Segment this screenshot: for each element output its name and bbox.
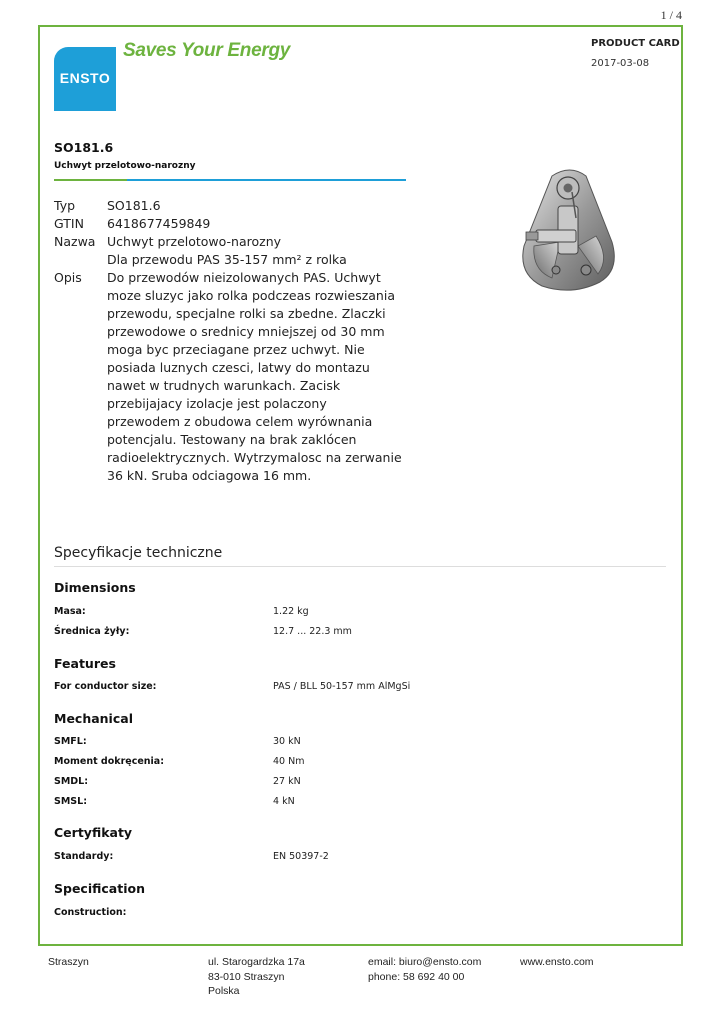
info-value: 6418677459849 xyxy=(107,216,211,231)
ensto-logo xyxy=(54,47,116,111)
info-label: Nazwa xyxy=(54,234,96,249)
group-certificates: Certyfikaty xyxy=(54,825,133,840)
info-label: GTIN xyxy=(54,216,84,231)
spec-key: For conductor size: xyxy=(54,681,157,692)
group-mechanical: Mechanical xyxy=(54,711,133,726)
info-row-name-extra xyxy=(54,251,403,269)
address-line: 83-010 Straszyn xyxy=(208,970,285,983)
spec-value: EN 50397-2 xyxy=(273,851,329,862)
product-card-label: PRODUCT CARD xyxy=(591,38,680,49)
spec-key: Construction: xyxy=(54,907,127,918)
info-value: Dla przewodu PAS 35-157 mm² z rolka xyxy=(107,252,347,267)
spec-value: 40 Nm xyxy=(273,756,305,767)
footer-address xyxy=(208,955,305,999)
group-dimensions: Dimensions xyxy=(54,580,136,595)
info-value: SO181.6 xyxy=(107,198,161,213)
address-line: Polska xyxy=(208,985,240,997)
specs-title: Specyfikacje techniczne xyxy=(54,545,223,561)
spec-key: Moment dokręcenia: xyxy=(54,756,165,767)
spec-value: 27 kN xyxy=(273,776,301,787)
product-code-title: SO181.6 xyxy=(54,140,114,155)
spec-value: 30 kN xyxy=(273,736,301,747)
spec-value: 1.22 kg xyxy=(273,606,309,617)
specs-divider xyxy=(54,566,666,567)
card-date: 2017-03-08 xyxy=(591,58,650,69)
product-image xyxy=(512,162,622,300)
spec-key: SMDL: xyxy=(54,776,89,787)
info-row-name xyxy=(54,233,403,251)
footer-contact xyxy=(368,955,481,984)
spec-key: Masa: xyxy=(54,606,86,617)
page-indicator: 1 / 4 xyxy=(660,8,682,22)
info-row-description xyxy=(54,269,403,485)
info-value: Uchwyt przelotowo-narozny xyxy=(107,234,282,249)
info-label: Opis xyxy=(54,270,82,285)
footer-city: Straszyn xyxy=(48,956,89,968)
info-row-type xyxy=(54,197,403,215)
info-value: Do przewodów nieizolowanych PAS. Uchwyt moze sluzyc jako rolka podczeas rozwieszania przewodu, specjalne rolki sa zbedne. Zlaczki przewodowe o srednicy mniejszej od 30 mm moga byc przeciagane przez uchwyt. Nie posiada luznych czesci, latwy do montazu nawet w trudnych warunkach. Zacisk przebijajacy izolacje jest polaczony przewodem z obudowa celem wyrównania potencjalu. Testowany na brak zaklócen radioelektrycznych. Wytrzymalosc na zerwanie 36 kN. Sruba odciagowa 16 mm. xyxy=(107,270,402,483)
group-specification: Specification xyxy=(54,881,145,896)
group-features: Features xyxy=(54,656,116,671)
spec-key: SMFL: xyxy=(54,736,87,747)
spec-value: PAS / BLL 50-157 mm AlMgSi xyxy=(273,681,411,692)
footer-phone: phone: 58 692 40 00 xyxy=(368,970,465,983)
spec-value: 12.7 ... 22.3 mm xyxy=(273,626,352,637)
slogan: Saves Your Energy xyxy=(123,40,291,61)
product-info xyxy=(54,197,403,485)
info-label: Typ xyxy=(54,198,76,213)
footer-web: www.ensto.com xyxy=(520,956,594,968)
address-line: ul. Starogardzka 17a xyxy=(208,956,305,968)
spec-value: 4 kN xyxy=(273,796,295,807)
footer-email: email: biuro@ensto.com xyxy=(368,956,482,968)
info-row-gtin xyxy=(54,215,403,233)
title-underline-accent xyxy=(54,179,127,181)
spec-key: Średnica żyły: xyxy=(54,626,130,637)
spec-key: SMSL: xyxy=(54,796,87,807)
spec-key: Standardy: xyxy=(54,851,114,862)
logo-text: ENSTO xyxy=(59,70,111,86)
product-subtitle: Uchwyt przelotowo-narozny xyxy=(54,161,196,171)
